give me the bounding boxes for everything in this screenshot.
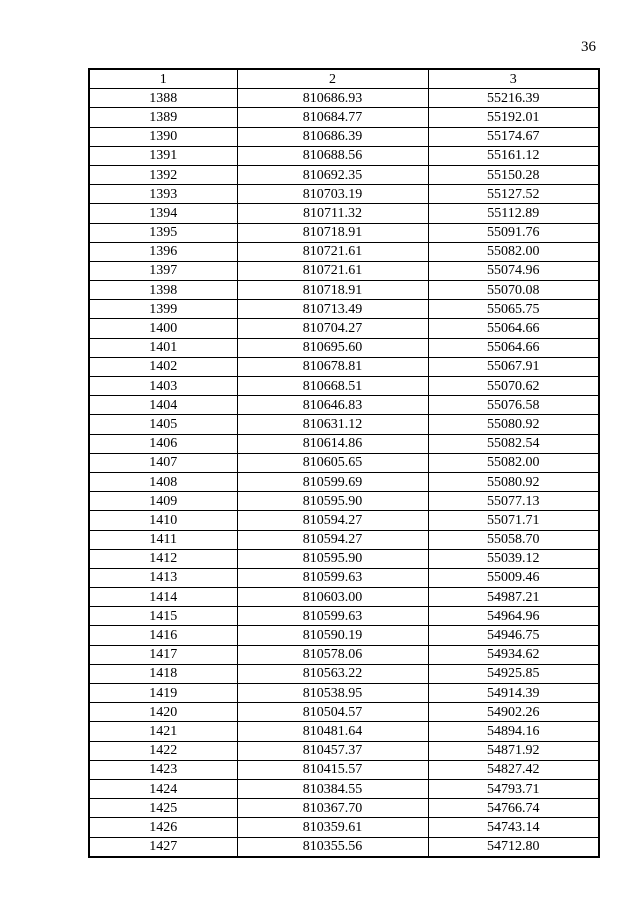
table-row [89,664,599,683]
table-row [89,108,599,127]
table-row [89,741,599,760]
table-row [89,492,599,511]
y-coordinate-cell: 55009.46 [428,568,599,587]
point-number-cell: 1419 [89,684,237,703]
y-coordinate-cell: 54712.80 [428,837,599,857]
point-number-cell: 1424 [89,779,237,798]
x-coordinate-cell: 810631.12 [237,415,428,434]
x-coordinate-cell: 810721.61 [237,242,428,261]
point-number-cell: 1396 [89,242,237,261]
point-number-cell: 1420 [89,703,237,722]
x-coordinate-cell: 810578.06 [237,645,428,664]
y-coordinate-cell: 54914.39 [428,684,599,703]
y-coordinate-cell: 55082.00 [428,242,599,261]
point-number-cell: 1405 [89,415,237,434]
table-row [89,415,599,434]
table-row [89,242,599,261]
x-coordinate-cell: 810355.56 [237,837,428,857]
y-coordinate-cell: 55150.28 [428,165,599,184]
column-header-3: 3 [428,69,599,89]
x-coordinate-cell: 810367.70 [237,799,428,818]
x-coordinate-cell: 810668.51 [237,377,428,396]
table-row [89,223,599,242]
x-coordinate-cell: 810718.91 [237,281,428,300]
point-number-cell: 1418 [89,664,237,683]
x-coordinate-cell: 810686.39 [237,127,428,146]
point-number-cell: 1389 [89,108,237,127]
y-coordinate-cell: 54894.16 [428,722,599,741]
y-coordinate-cell: 54871.92 [428,741,599,760]
point-number-cell: 1406 [89,434,237,453]
point-number-cell: 1421 [89,722,237,741]
x-coordinate-cell: 810721.61 [237,261,428,280]
y-coordinate-cell: 54964.96 [428,607,599,626]
y-coordinate-cell: 55216.39 [428,89,599,108]
y-coordinate-cell: 55065.75 [428,300,599,319]
point-number-cell: 1392 [89,165,237,184]
y-coordinate-cell: 55071.71 [428,511,599,530]
x-coordinate-cell: 810595.90 [237,492,428,511]
table-row [89,684,599,703]
x-coordinate-cell: 810713.49 [237,300,428,319]
point-number-cell: 1397 [89,261,237,280]
point-number-cell: 1402 [89,357,237,376]
y-coordinate-cell: 55064.66 [428,319,599,338]
point-number-cell: 1394 [89,204,237,223]
table-row [89,607,599,626]
y-coordinate-cell: 54766.74 [428,799,599,818]
x-coordinate-cell: 810605.65 [237,453,428,472]
y-coordinate-cell: 55127.52 [428,185,599,204]
point-number-cell: 1388 [89,89,237,108]
y-coordinate-cell: 54827.42 [428,760,599,779]
point-number-cell: 1403 [89,377,237,396]
table-row [89,377,599,396]
x-coordinate-cell: 810678.81 [237,357,428,376]
point-number-cell: 1410 [89,511,237,530]
y-coordinate-cell: 55076.58 [428,396,599,415]
table-row [89,837,599,857]
point-number-cell: 1413 [89,568,237,587]
point-number-cell: 1404 [89,396,237,415]
y-coordinate-cell: 55174.67 [428,127,599,146]
point-number-cell: 1423 [89,760,237,779]
point-number-cell: 1399 [89,300,237,319]
x-coordinate-cell: 810704.27 [237,319,428,338]
x-coordinate-cell: 810481.64 [237,722,428,741]
x-coordinate-cell: 810594.27 [237,530,428,549]
table-row [89,204,599,223]
x-coordinate-cell: 810692.35 [237,165,428,184]
point-number-cell: 1422 [89,741,237,760]
coordinates-table [88,68,600,858]
table-row [89,300,599,319]
table-row [89,626,599,645]
x-coordinate-cell: 810595.90 [237,549,428,568]
column-header-2: 2 [237,69,428,89]
table-row [89,568,599,587]
column-header-1: 1 [89,69,237,89]
table-row [89,760,599,779]
y-coordinate-cell: 55161.12 [428,146,599,165]
y-coordinate-cell: 55091.76 [428,223,599,242]
y-coordinate-cell: 54902.26 [428,703,599,722]
point-number-cell: 1391 [89,146,237,165]
table-row [89,588,599,607]
point-number-cell: 1398 [89,281,237,300]
table-row [89,319,599,338]
page-number: 36 [581,39,596,55]
x-coordinate-cell: 810594.27 [237,511,428,530]
table-row [89,549,599,568]
x-coordinate-cell: 810563.22 [237,664,428,683]
table-row [89,703,599,722]
x-coordinate-cell: 810384.55 [237,779,428,798]
x-coordinate-cell: 810599.63 [237,607,428,626]
y-coordinate-cell: 55082.54 [428,434,599,453]
table-row [89,511,599,530]
point-number-cell: 1400 [89,319,237,338]
x-coordinate-cell: 810415.57 [237,760,428,779]
y-coordinate-cell: 55070.62 [428,377,599,396]
table-header-row [89,69,599,89]
point-number-cell: 1411 [89,530,237,549]
table-row [89,127,599,146]
point-number-cell: 1393 [89,185,237,204]
table-row [89,645,599,664]
point-number-cell: 1415 [89,607,237,626]
y-coordinate-cell: 54793.71 [428,779,599,798]
table-row [89,818,599,837]
y-coordinate-cell: 55192.01 [428,108,599,127]
table-row [89,472,599,491]
table-row [89,799,599,818]
y-coordinate-cell: 55077.13 [428,492,599,511]
point-number-cell: 1425 [89,799,237,818]
point-number-cell: 1427 [89,837,237,857]
point-number-cell: 1409 [89,492,237,511]
table-row [89,530,599,549]
point-number-cell: 1414 [89,588,237,607]
y-coordinate-cell: 54925.85 [428,664,599,683]
table-row [89,434,599,453]
x-coordinate-cell: 810684.77 [237,108,428,127]
table-row [89,722,599,741]
point-number-cell: 1390 [89,127,237,146]
x-coordinate-cell: 810688.56 [237,146,428,165]
table-row [89,185,599,204]
point-number-cell: 1426 [89,818,237,837]
x-coordinate-cell: 810599.69 [237,472,428,491]
x-coordinate-cell: 810686.93 [237,89,428,108]
y-coordinate-cell: 55058.70 [428,530,599,549]
x-coordinate-cell: 810695.60 [237,338,428,357]
y-coordinate-cell: 55070.08 [428,281,599,300]
point-number-cell: 1412 [89,549,237,568]
x-coordinate-cell: 810646.83 [237,396,428,415]
table-row [89,261,599,280]
y-coordinate-cell: 55082.00 [428,453,599,472]
point-number-cell: 1417 [89,645,237,664]
y-coordinate-cell: 55067.91 [428,357,599,376]
y-coordinate-cell: 55080.92 [428,472,599,491]
point-number-cell: 1407 [89,453,237,472]
y-coordinate-cell: 55039.12 [428,549,599,568]
table-row [89,165,599,184]
y-coordinate-cell: 54987.21 [428,588,599,607]
y-coordinate-cell: 55112.89 [428,204,599,223]
y-coordinate-cell: 54946.75 [428,626,599,645]
table-row [89,89,599,108]
table-row [89,281,599,300]
x-coordinate-cell: 810614.86 [237,434,428,453]
table-row [89,338,599,357]
x-coordinate-cell: 810359.61 [237,818,428,837]
x-coordinate-cell: 810703.19 [237,185,428,204]
point-number-cell: 1408 [89,472,237,491]
table-row [89,779,599,798]
x-coordinate-cell: 810599.63 [237,568,428,587]
table-body [89,89,599,857]
y-coordinate-cell: 54743.14 [428,818,599,837]
point-number-cell: 1401 [89,338,237,357]
x-coordinate-cell: 810718.91 [237,223,428,242]
y-coordinate-cell: 55080.92 [428,415,599,434]
x-coordinate-cell: 810590.19 [237,626,428,645]
y-coordinate-cell: 54934.62 [428,645,599,664]
y-coordinate-cell: 55064.66 [428,338,599,357]
table-row [89,357,599,376]
point-number-cell: 1416 [89,626,237,645]
x-coordinate-cell: 810504.57 [237,703,428,722]
x-coordinate-cell: 810457.37 [237,741,428,760]
y-coordinate-cell: 55074.96 [428,261,599,280]
x-coordinate-cell: 810538.95 [237,684,428,703]
point-number-cell: 1395 [89,223,237,242]
table-row [89,396,599,415]
table-row [89,453,599,472]
x-coordinate-cell: 810603.00 [237,588,428,607]
table-row [89,146,599,165]
x-coordinate-cell: 810711.32 [237,204,428,223]
